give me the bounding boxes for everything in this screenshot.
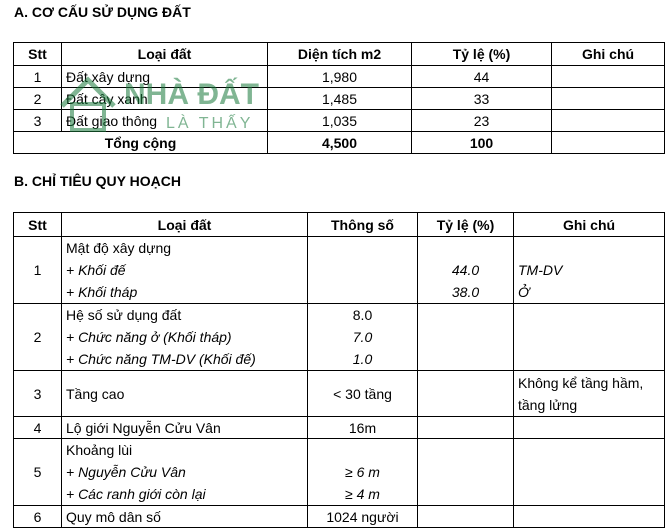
cell-land-type: Đất cây xanh: [62, 88, 268, 110]
cell-area: 1,980: [268, 66, 412, 88]
cell-parameter: [308, 237, 418, 304]
col-header-note: Ghi chú: [514, 213, 665, 237]
total-label: Tổng cộng: [14, 132, 268, 154]
line-text: 8.0: [352, 307, 373, 323]
line-text: Không kể tầng hầm,: [518, 374, 644, 391]
cell-parameter: [308, 439, 418, 506]
line-text: + Các ranh giới còn lại: [66, 486, 206, 502]
col-header-stt: Stt: [14, 213, 62, 237]
cell-parameter: 1024 người: [308, 506, 418, 528]
line-text: Khoảng lùi: [66, 442, 133, 458]
line-text: 38.0: [451, 284, 480, 300]
cell-note: [514, 237, 665, 304]
line-text: [518, 237, 660, 259]
table-row: [14, 417, 665, 439]
line-text: [422, 237, 509, 259]
cell-land-type: [62, 439, 308, 506]
cell-stt: 5: [14, 439, 62, 506]
line-text: + Khối đế: [66, 262, 126, 278]
table-row: [14, 237, 665, 304]
line-text: Mật độ xây dựng: [66, 240, 172, 256]
cell-parameter: 16m: [308, 417, 418, 439]
cell-land-type: [62, 237, 308, 304]
cell-note: [514, 371, 665, 417]
cell-ratio: [418, 439, 514, 506]
table-row: [14, 371, 665, 417]
cell-land-type: Đất giao thông: [62, 110, 268, 132]
cell-ratio: [418, 304, 514, 371]
cell-parameter: [308, 304, 418, 371]
table-row: [14, 439, 665, 506]
line-text: ≥ 6 m: [345, 464, 380, 480]
cell-note: [552, 88, 665, 110]
col-header-ratio: Tỷ lệ (%): [418, 213, 514, 237]
cell-land-type: Lộ giới Nguyễn Cửu Vân: [62, 417, 308, 439]
line-text: 44.0: [451, 262, 480, 278]
cell-land-type: Đất xây dựng: [62, 66, 268, 88]
cell-stt: 3: [14, 371, 62, 417]
cell-ratio: 33: [412, 88, 552, 110]
line-text: + Chức năng ở (Khối tháp): [66, 329, 232, 345]
cell-land-type: Quy mô dân số: [62, 506, 308, 528]
total-ratio: 100: [412, 132, 552, 154]
cell-note: [514, 506, 665, 528]
cell-note: [514, 439, 665, 506]
cell-ratio: 23: [412, 110, 552, 132]
line-text: [312, 439, 413, 461]
col-header-land-type: Loại đất: [62, 43, 268, 66]
cell-note: [514, 304, 665, 371]
col-header-note: Ghi chú: [552, 43, 665, 66]
cell-stt: 2: [14, 304, 62, 371]
section-b-heading: B. CHỈ TIÊU QUY HOẠCH: [14, 173, 181, 189]
cell-parameter: < 30 tầng: [308, 371, 418, 417]
section-a-heading: A. CƠ CẤU SỬ DỤNG ĐẤT: [14, 4, 191, 20]
line-text: Hệ số sử dụng đất: [66, 307, 182, 323]
line-text: + Chức năng TM-DV (Khối đế): [66, 351, 256, 367]
cell-stt: 2: [14, 88, 62, 110]
col-header-parameter: Thông số: [308, 213, 418, 237]
col-header-area: Diện tích m2: [268, 43, 412, 66]
table-row: [14, 110, 665, 132]
cell-note: [514, 417, 665, 439]
table-row: [14, 88, 665, 110]
line-text: Ở: [518, 284, 530, 300]
line-text: ≥ 4 m: [345, 486, 380, 502]
line-text: 1.0: [352, 351, 373, 367]
cell-note: [552, 66, 665, 88]
cell-stt: 1: [14, 237, 62, 304]
cell-ratio: [418, 371, 514, 417]
table-row: [14, 304, 665, 371]
cell-area: 1,035: [268, 110, 412, 132]
line-text: + Nguyễn Cửu Vân: [66, 464, 186, 480]
line-text: TM-DV: [518, 262, 563, 278]
cell-land-type: [62, 304, 308, 371]
total-area: 4,500: [268, 132, 412, 154]
cell-ratio: [418, 417, 514, 439]
cell-note: [552, 110, 665, 132]
watermark-brand: NHÀ ĐẤT: [124, 78, 259, 111]
line-text: tầng lửng: [518, 396, 578, 413]
col-header-stt: Stt: [14, 43, 62, 66]
planning-indicator-table: [13, 212, 665, 528]
cell-stt: 6: [14, 506, 62, 528]
cell-ratio: [418, 237, 514, 304]
table-header-row: [14, 213, 665, 237]
table-row: [14, 506, 665, 528]
land-use-table: [13, 42, 665, 154]
cell-stt: 4: [14, 417, 62, 439]
line-text: + Khối tháp: [66, 284, 138, 300]
col-header-land-type: Loại đất: [62, 213, 308, 237]
cell-stt: 1: [14, 66, 62, 88]
table-header-row: [14, 43, 665, 66]
cell-stt: 3: [14, 110, 62, 132]
cell-ratio: [418, 506, 514, 528]
cell-note: [552, 132, 665, 154]
col-header-ratio: Tỷ lệ (%): [412, 43, 552, 66]
table-row: [14, 66, 665, 88]
cell-area: 1,485: [268, 88, 412, 110]
cell-ratio: 44: [412, 66, 552, 88]
cell-land-type: Tầng cao: [62, 371, 308, 417]
line-text: 7.0: [352, 329, 373, 345]
watermark-subtitle: LÀ THẤY: [166, 115, 254, 132]
total-row: [14, 132, 665, 154]
